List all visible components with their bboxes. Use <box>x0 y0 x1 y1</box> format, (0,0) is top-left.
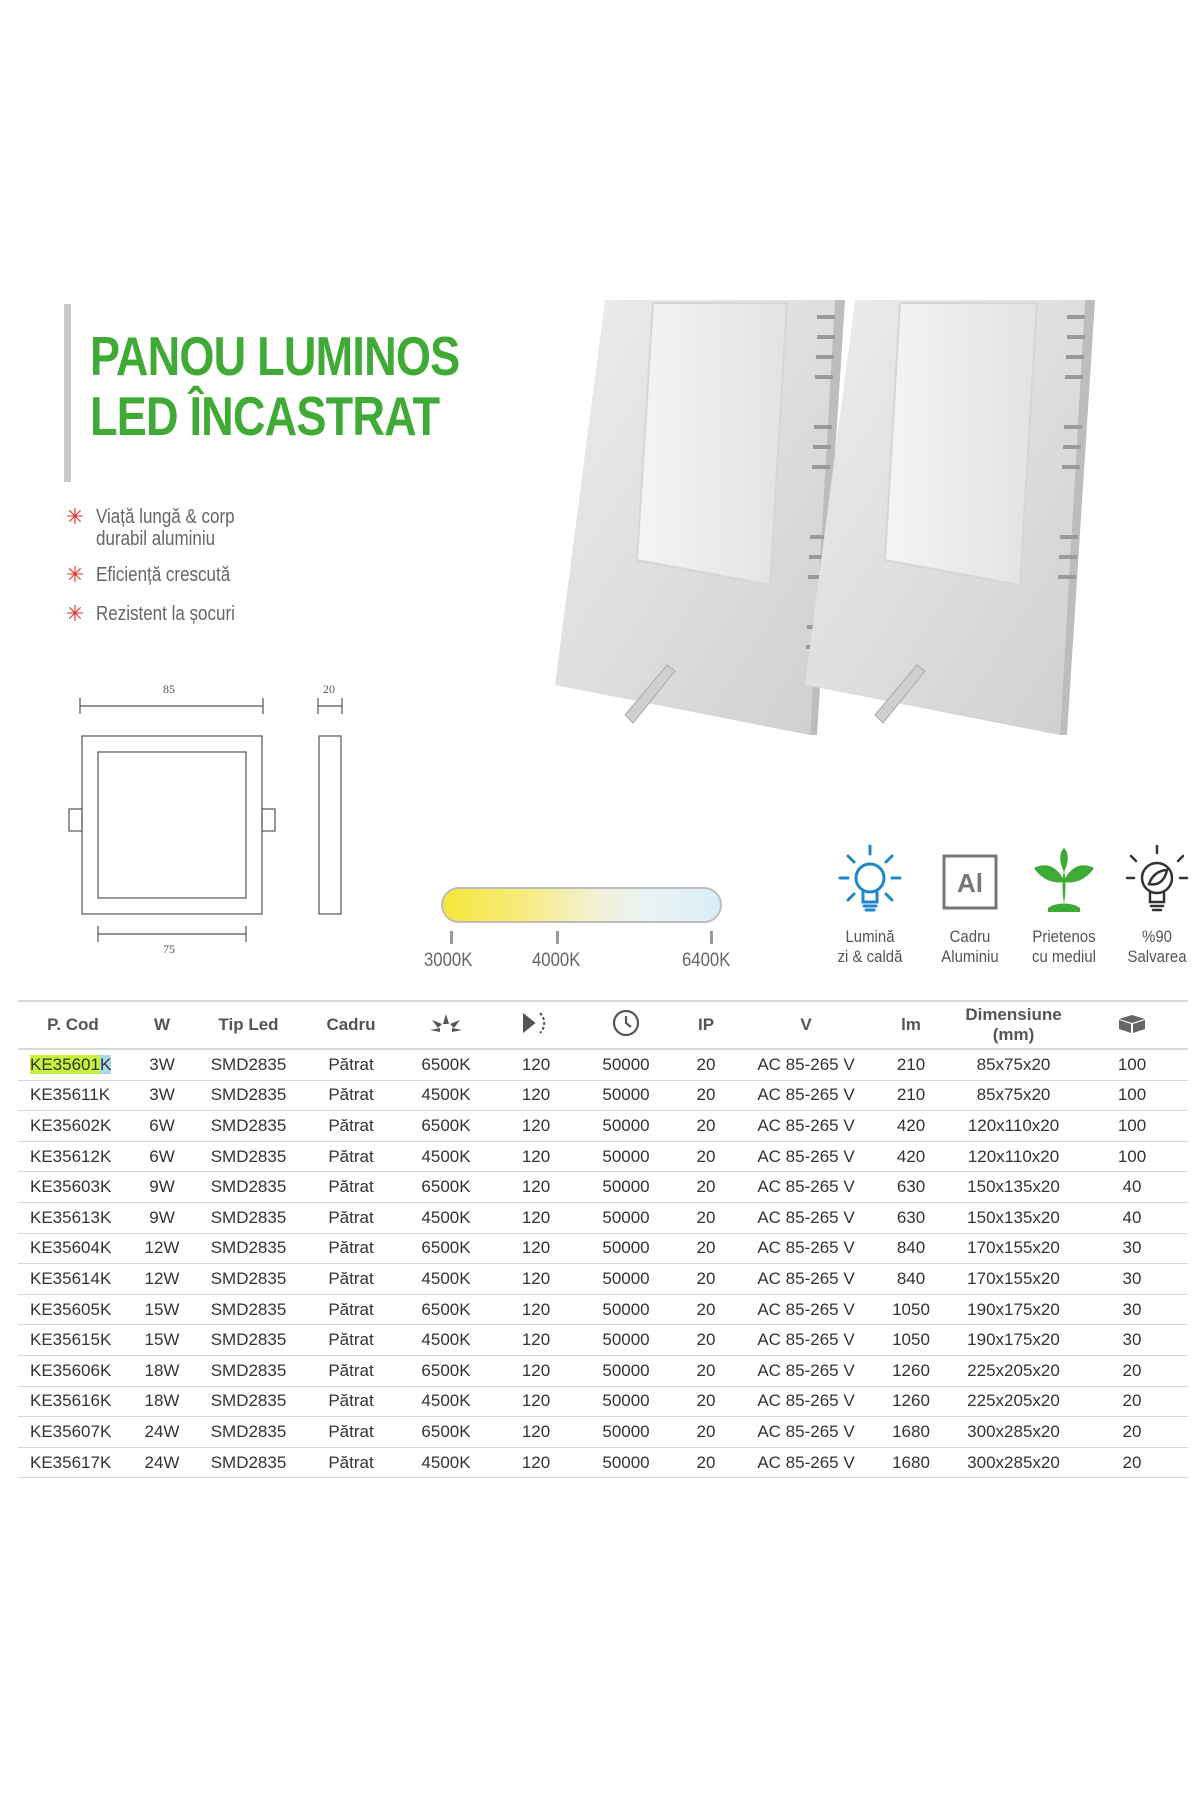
table-cell: 150x135x20 <box>951 1202 1076 1233</box>
table-cell: 210 <box>871 1049 951 1080</box>
table-cell: 100 <box>1076 1049 1188 1080</box>
header-ip: IP <box>671 1001 741 1049</box>
table-cell: 225x205x20 <box>951 1386 1076 1417</box>
icon-caption: Aluminiu <box>941 947 999 966</box>
table-cell: 6500K <box>401 1355 491 1386</box>
header-lumen: lm <box>871 1001 951 1049</box>
table-cell: 20 <box>671 1447 741 1478</box>
table-cell: 4500K <box>401 1202 491 1233</box>
sparkle-bullet-icon: ✳ <box>65 562 85 587</box>
table-cell: 4500K <box>401 1447 491 1478</box>
table-row <box>18 1049 1188 1080</box>
table-cell: 6500K <box>401 1049 491 1080</box>
table-cell: 20 <box>671 1111 741 1142</box>
table-cell: Pătrat <box>301 1294 401 1325</box>
table-cell: 100 <box>1076 1080 1188 1111</box>
table-cell: AC 85-265 V <box>741 1049 871 1080</box>
energy-saving-icon <box>1117 842 1197 922</box>
eco-plant-icon <box>1024 842 1104 922</box>
table-cell: 300x285x20 <box>951 1417 1076 1448</box>
table-cell: 6500K <box>401 1233 491 1264</box>
header-dimension: Dimensiune (mm) <box>951 1001 1076 1049</box>
table-cell: 1260 <box>871 1386 951 1417</box>
table-cell: 20 <box>671 1233 741 1264</box>
icon-aluminium-frame <box>920 842 1020 967</box>
highlighted-code: KE35601 <box>30 1054 100 1074</box>
table-cell: 50000 <box>581 1080 671 1111</box>
table-cell: 15W <box>128 1294 196 1325</box>
cct-tick <box>556 931 559 944</box>
table-cell: AC 85-265 V <box>741 1447 871 1478</box>
depth-dimension: 20 <box>323 682 335 696</box>
table-cell: 6500K <box>401 1417 491 1448</box>
table-cell: 50000 <box>581 1386 671 1417</box>
table-cell: KE35611K <box>18 1080 128 1111</box>
table-cell <box>18 1049 128 1080</box>
table-cell: AC 85-265 V <box>741 1202 871 1233</box>
icon-daylight-warm <box>820 842 920 967</box>
table-cell: 50000 <box>581 1233 671 1264</box>
table-cell: 190x175x20 <box>951 1294 1076 1325</box>
table-row <box>18 1202 1188 1233</box>
table-cell: KE35613K <box>18 1202 128 1233</box>
table-cell: 6500K <box>401 1172 491 1203</box>
table-cell: Pătrat <box>301 1325 401 1356</box>
feature-item <box>64 506 259 550</box>
table-cell: 30 <box>1076 1294 1188 1325</box>
table-cell: 6W <box>128 1141 196 1172</box>
table-cell: Pătrat <box>301 1233 401 1264</box>
table-cell: 6500K <box>401 1294 491 1325</box>
table-row <box>18 1264 1188 1295</box>
table-row <box>18 1172 1188 1203</box>
table-cell: Pătrat <box>301 1172 401 1203</box>
table-cell: Pătrat <box>301 1417 401 1448</box>
table-cell: 20 <box>671 1202 741 1233</box>
table-cell: SMD2835 <box>196 1325 301 1356</box>
table-cell: 420 <box>871 1111 951 1142</box>
table-cell: SMD2835 <box>196 1386 301 1417</box>
table-cell: 840 <box>871 1264 951 1295</box>
table-cell: 18W <box>128 1355 196 1386</box>
side-view-outline <box>319 736 341 914</box>
table-cell: AC 85-265 V <box>741 1172 871 1203</box>
table-cell: 120 <box>491 1325 581 1356</box>
table-cell: KE35604K <box>18 1233 128 1264</box>
table-cell: 24W <box>128 1417 196 1448</box>
feature-text: Eficiență crescută <box>96 564 231 586</box>
feature-text: Viață lungă & corp <box>96 506 235 528</box>
table-cell: 40 <box>1076 1202 1188 1233</box>
cct-label-3000: 3000K <box>424 950 473 971</box>
table-cell: 20 <box>671 1264 741 1295</box>
table-cell: 120 <box>491 1417 581 1448</box>
table-cell: 20 <box>671 1386 741 1417</box>
table-cell: 120 <box>491 1264 581 1295</box>
table-cell: Pătrat <box>301 1080 401 1111</box>
color-temperature-icon <box>426 1010 466 1036</box>
table-cell: 50000 <box>581 1141 671 1172</box>
product-image <box>555 295 1135 765</box>
table-cell: SMD2835 <box>196 1141 301 1172</box>
table-cell: 210 <box>871 1080 951 1111</box>
icon-eco-friendly <box>1014 842 1114 967</box>
header-lifetime <box>581 1001 671 1049</box>
table-cell: 30 <box>1076 1233 1188 1264</box>
table-cell: KE35606K <box>18 1355 128 1386</box>
table-cell: 40 <box>1076 1172 1188 1203</box>
table-cell: 1260 <box>871 1355 951 1386</box>
table-cell: 20 <box>671 1172 741 1203</box>
table-cell: 18W <box>128 1386 196 1417</box>
table-row <box>18 1447 1188 1478</box>
icon-caption: cu mediul <box>1031 947 1097 966</box>
table-cell: 120 <box>491 1447 581 1478</box>
table-row <box>18 1141 1188 1172</box>
table-cell: 225x205x20 <box>951 1355 1076 1386</box>
table-row <box>18 1294 1188 1325</box>
table-cell: 120 <box>491 1355 581 1386</box>
table-cell: SMD2835 <box>196 1049 301 1080</box>
table-cell: 4500K <box>401 1080 491 1111</box>
table-cell: 120 <box>491 1111 581 1142</box>
table-row <box>18 1386 1188 1417</box>
table-cell: 420 <box>871 1141 951 1172</box>
feature-text: Rezistent la șocuri <box>96 603 235 625</box>
table-cell: 100 <box>1076 1141 1188 1172</box>
table-cell: 3W <box>128 1080 196 1111</box>
table-cell: 50000 <box>581 1294 671 1325</box>
table-cell: 20 <box>671 1294 741 1325</box>
table-cell: 630 <box>871 1202 951 1233</box>
aluminium-frame-icon <box>930 842 1010 922</box>
table-cell: AC 85-265 V <box>741 1111 871 1142</box>
table-cell: 4500K <box>401 1264 491 1295</box>
table-cell: 4500K <box>401 1386 491 1417</box>
cct-tick <box>450 931 453 944</box>
table-cell: Pătrat <box>301 1355 401 1386</box>
front-view-inner <box>98 752 246 898</box>
table-cell: 4500K <box>401 1325 491 1356</box>
table-cell: 50000 <box>581 1447 671 1478</box>
table-cell: AC 85-265 V <box>741 1294 871 1325</box>
table-row <box>18 1111 1188 1142</box>
table-cell: 30 <box>1076 1264 1188 1295</box>
lifetime-clock-icon <box>611 1008 641 1038</box>
table-row <box>18 1417 1188 1448</box>
table-cell: 30 <box>1076 1325 1188 1356</box>
table-cell: KE35612K <box>18 1141 128 1172</box>
table-cell: 120x110x20 <box>951 1111 1076 1142</box>
table-cell: 12W <box>128 1233 196 1264</box>
table-cell: 20 <box>671 1080 741 1111</box>
table-cell: 630 <box>871 1172 951 1203</box>
table-cell: 20 <box>1076 1447 1188 1478</box>
table-cell: 120 <box>491 1294 581 1325</box>
table-cell: 50000 <box>581 1264 671 1295</box>
table-cell: Pătrat <box>301 1386 401 1417</box>
sparkle-bullet-icon: ✳ <box>65 504 85 529</box>
table-cell: 9W <box>128 1202 196 1233</box>
table-cell: 170x155x20 <box>951 1264 1076 1295</box>
table-cell: 120 <box>491 1080 581 1111</box>
table-cell: 85x75x20 <box>951 1049 1076 1080</box>
technical-drawing <box>60 680 360 970</box>
header-frame: Cadru <box>301 1001 401 1049</box>
table-header-row <box>18 1001 1188 1049</box>
led-panel <box>805 300 1095 735</box>
table-cell: KE35616K <box>18 1386 128 1417</box>
package-box-icon <box>1115 1011 1149 1035</box>
table-cell: 50000 <box>581 1202 671 1233</box>
table-cell: AC 85-265 V <box>741 1080 871 1111</box>
table-row <box>18 1080 1188 1111</box>
table-cell: 100 <box>1076 1111 1188 1142</box>
header-led-type: Tip Led <box>196 1001 301 1049</box>
table-row <box>18 1355 1188 1386</box>
table-cell: 120x110x20 <box>951 1141 1076 1172</box>
table-cell: 840 <box>871 1233 951 1264</box>
table-cell: 6W <box>128 1111 196 1142</box>
table-cell: AC 85-265 V <box>741 1417 871 1448</box>
table-cell: 120 <box>491 1141 581 1172</box>
width-dimension: 85 <box>163 682 175 696</box>
highlighted-code-suffix: K <box>99 1054 112 1074</box>
table-cell: SMD2835 <box>196 1202 301 1233</box>
table-cell: SMD2835 <box>196 1172 301 1203</box>
table-cell: AC 85-265 V <box>741 1141 871 1172</box>
spec-table <box>18 1000 1188 1478</box>
table-cell: Pătrat <box>301 1111 401 1142</box>
table-cell: SMD2835 <box>196 1233 301 1264</box>
feature-text: durabil aluminiu <box>96 528 216 550</box>
table-cell: Pătrat <box>301 1264 401 1295</box>
icon-caption: Cadru <box>949 927 991 946</box>
table-cell: SMD2835 <box>196 1355 301 1386</box>
table-cell: 120 <box>491 1386 581 1417</box>
header-watt: W <box>128 1001 196 1049</box>
table-cell: 1050 <box>871 1294 951 1325</box>
table-cell: KE35605K <box>18 1294 128 1325</box>
table-cell: 150x135x20 <box>951 1172 1076 1203</box>
table-cell: 50000 <box>581 1355 671 1386</box>
table-cell: KE35607K <box>18 1417 128 1448</box>
color-temperature-gradient <box>441 887 722 923</box>
table-cell: KE35614K <box>18 1264 128 1295</box>
title-line-1: PANOU LUMINOS <box>90 325 460 387</box>
table-cell: KE35617K <box>18 1447 128 1478</box>
light-bulb-icon <box>830 842 910 922</box>
inner-dimension: 75 <box>163 942 175 956</box>
feature-item <box>64 564 254 586</box>
table-cell: 20 <box>1076 1386 1188 1417</box>
table-cell: Pătrat <box>301 1141 401 1172</box>
table-cell: SMD2835 <box>196 1417 301 1448</box>
table-cell: 50000 <box>581 1325 671 1356</box>
table-cell: AC 85-265 V <box>741 1264 871 1295</box>
table-cell: SMD2835 <box>196 1111 301 1142</box>
header-angle <box>491 1001 581 1049</box>
icon-caption: %90 <box>1142 927 1172 946</box>
table-cell: KE35602K <box>18 1111 128 1142</box>
title-line-2: LED ÎNCASTRAT <box>90 385 440 447</box>
table-cell: 120 <box>491 1049 581 1080</box>
cct-label-4000: 4000K <box>532 950 581 971</box>
table-row <box>18 1233 1188 1264</box>
front-view-outline <box>82 736 262 914</box>
icon-caption: Prietenos <box>1032 927 1096 946</box>
header-package <box>1076 1001 1188 1049</box>
table-cell: 170x155x20 <box>951 1233 1076 1264</box>
icon-caption: Lumină <box>845 927 895 946</box>
table-cell: Pătrat <box>301 1049 401 1080</box>
table-cell: 120 <box>491 1233 581 1264</box>
table-cell: 9W <box>128 1172 196 1203</box>
icon-caption: Salvarea <box>1127 947 1187 966</box>
title-accent-bar <box>64 304 71 482</box>
table-cell: Pătrat <box>301 1447 401 1478</box>
table-cell: SMD2835 <box>196 1447 301 1478</box>
table-cell: 1680 <box>871 1447 951 1478</box>
table-cell: 300x285x20 <box>951 1447 1076 1478</box>
table-cell: AC 85-265 V <box>741 1386 871 1417</box>
table-cell: 20 <box>1076 1417 1188 1448</box>
icon-energy-saving <box>1107 842 1200 967</box>
cct-label-6400: 6400K <box>682 950 731 971</box>
table-cell: 85x75x20 <box>951 1080 1076 1111</box>
table-cell: 120 <box>491 1172 581 1203</box>
table-cell: KE35603K <box>18 1172 128 1203</box>
table-cell: 20 <box>671 1049 741 1080</box>
table-cell: SMD2835 <box>196 1080 301 1111</box>
table-cell: 120 <box>491 1202 581 1233</box>
table-cell: 20 <box>671 1417 741 1448</box>
page-title <box>90 326 459 446</box>
table-cell: 20 <box>1076 1355 1188 1386</box>
beam-angle-icon <box>518 1009 554 1037</box>
table-cell: 6500K <box>401 1111 491 1142</box>
table-cell: Pătrat <box>301 1202 401 1233</box>
table-cell: 12W <box>128 1264 196 1295</box>
table-cell: AC 85-265 V <box>741 1355 871 1386</box>
table-cell: 20 <box>671 1325 741 1356</box>
al-symbol: Al <box>957 868 983 898</box>
sparkle-bullet-icon: ✳ <box>65 601 85 626</box>
table-cell: 24W <box>128 1447 196 1478</box>
table-cell: 20 <box>671 1355 741 1386</box>
table-cell: 50000 <box>581 1049 671 1080</box>
table-cell: 50000 <box>581 1172 671 1203</box>
icon-caption: zi & caldă <box>837 947 903 966</box>
table-cell: 190x175x20 <box>951 1325 1076 1356</box>
table-row <box>18 1325 1188 1356</box>
table-cell: 20 <box>671 1141 741 1172</box>
table-cell: 50000 <box>581 1111 671 1142</box>
table-cell: 1680 <box>871 1417 951 1448</box>
table-cell: SMD2835 <box>196 1264 301 1295</box>
table-cell: 15W <box>128 1325 196 1356</box>
table-cell: 1050 <box>871 1325 951 1356</box>
feature-item <box>64 603 259 625</box>
table-cell: KE35615K <box>18 1325 128 1356</box>
table-cell: SMD2835 <box>196 1294 301 1325</box>
header-cct <box>401 1001 491 1049</box>
table-cell: 4500K <box>401 1141 491 1172</box>
header-code: P. Cod <box>18 1001 128 1049</box>
table-cell: 3W <box>128 1049 196 1080</box>
cct-tick <box>710 931 713 944</box>
table-cell: 50000 <box>581 1417 671 1448</box>
table-cell: AC 85-265 V <box>741 1325 871 1356</box>
table-cell: AC 85-265 V <box>741 1233 871 1264</box>
led-panel <box>555 300 845 735</box>
header-voltage: V <box>741 1001 871 1049</box>
